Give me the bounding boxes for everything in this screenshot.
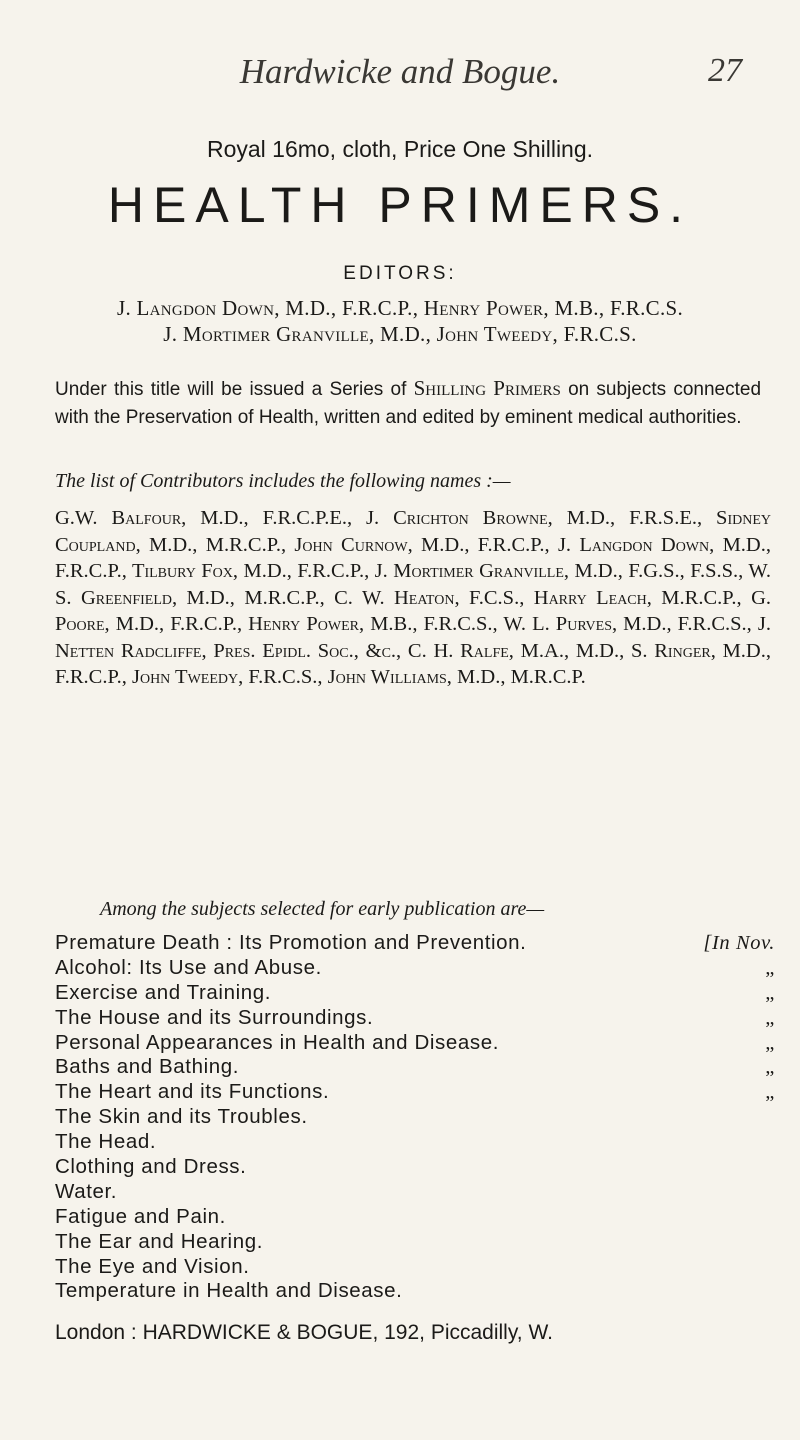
contributors-list: G.W. Balfour, M.D., F.R.C.P.E., J. Crichton Browne, M.D., F.R.S.E., Sidney Coupland, M.D., M.R.C.P., John Curnow, M.D., F.R.C.P., J. Langdon Down, M.D., F.R.C.P., Tilbury Fox, M.D., F.R.C.P., J. Mortimer Granville, M.D., F.G.S., F.S.S., W. S. Greenfield, M.D., M.R.C.P., C. W. Heaton, F.C.S., Harry Leach, M.R.C.P., G. Poore, M.D., F.R.C.P., Henry Power, M.B., F.R.C.S., W. L. Purves, M.D., F.R.C.S., J. Netten Radcliffe, Pres. Epidl. Soc., &c., C. H. Ralfe, M.A., M.D., S. Ringer, M.D., F.R.C.P., John Tweedy, F.R.C.S., John Williams, M.D., M.R.C.P.: [55, 507, 771, 688]
series-name: Shilling Primers: [413, 376, 561, 400]
ditto-mark: „: [765, 956, 775, 979]
running-head: Hardwicke and Bogue.: [239, 52, 561, 91]
intro-after: on subjects connected with the Preservation of Health, written and edited by eminent medical authorities.: [55, 379, 762, 428]
subject-title: The Heart and its Functions.: [55, 1080, 330, 1104]
editors-heading: EDITORS:: [343, 263, 457, 284]
ditto-mark: „: [765, 1081, 775, 1104]
list-item: [55, 956, 775, 981]
list-item: [55, 1279, 775, 1304]
ditto-mark: „: [765, 1056, 775, 1079]
subject-title: Alcohol: Its Use and Abuse.: [55, 955, 322, 979]
subject-title: The Ear and Hearing.: [55, 1229, 264, 1253]
ditto-mark: „: [765, 1031, 775, 1054]
subjects-heading: Among the subjects selected for early publication are—: [100, 898, 545, 920]
list-item: [55, 1105, 775, 1130]
ditto-mark: „: [765, 1006, 775, 1029]
subject-title: Exercise and Training.: [55, 980, 272, 1004]
publisher-imprint: London : HARDWICKE & BOGUE, 192, Piccadilly, W.: [55, 1321, 553, 1344]
list-item: [55, 1180, 775, 1205]
list-item: [55, 1255, 775, 1280]
list-item: [55, 1031, 775, 1056]
list-item: [55, 1055, 775, 1080]
subject-title: The Eye and Vision.: [55, 1254, 250, 1278]
intro-before: Under this title will be issued a Series of: [55, 379, 407, 400]
subject-title: Clothing and Dress.: [55, 1155, 247, 1179]
list-item: [55, 931, 775, 956]
subject-title: Baths and Bathing.: [55, 1055, 240, 1079]
subject-title: The Skin and its Troubles.: [55, 1105, 308, 1129]
subject-title: Fatigue and Pain.: [55, 1204, 226, 1228]
intro-paragraph: [55, 374, 761, 432]
list-item: [55, 1230, 775, 1255]
list-item: [55, 1130, 775, 1155]
editors-line-1: J. Langdon Down, M.D., F.R.C.P., Henry Power, M.B., F.R.C.S.: [116, 296, 684, 320]
page-number: 27: [708, 52, 742, 89]
list-item: [55, 1155, 775, 1180]
editors-line-2: J. Mortimer Granville, M.D., John Tweedy, F.R.C.S.: [163, 322, 637, 346]
subject-title: Temperature in Health and Disease.: [55, 1279, 403, 1303]
subject-title: Water.: [55, 1179, 118, 1203]
list-item: [55, 1205, 775, 1230]
price-line: Royal 16mo, cloth, Price One Shilling.: [206, 136, 594, 162]
subject-title: The House and its Surroundings.: [55, 1005, 374, 1029]
subject-title: Personal Appearances in Health and Disease.: [55, 1030, 500, 1054]
subject-title: The Head.: [55, 1130, 157, 1154]
list-item: [55, 1006, 775, 1031]
series-title: HEALTH PRIMERS.: [107, 177, 693, 233]
list-item: [55, 1080, 775, 1105]
subject-list: [55, 931, 775, 1304]
subject-title: Premature Death : Its Promotion and Prevention.: [55, 931, 527, 954]
contributors-heading: The list of Contributors includes the following names :—: [55, 470, 511, 492]
publication-note: [In Nov.: [703, 932, 775, 954]
list-item: [55, 981, 775, 1006]
ditto-mark: „: [765, 981, 775, 1004]
